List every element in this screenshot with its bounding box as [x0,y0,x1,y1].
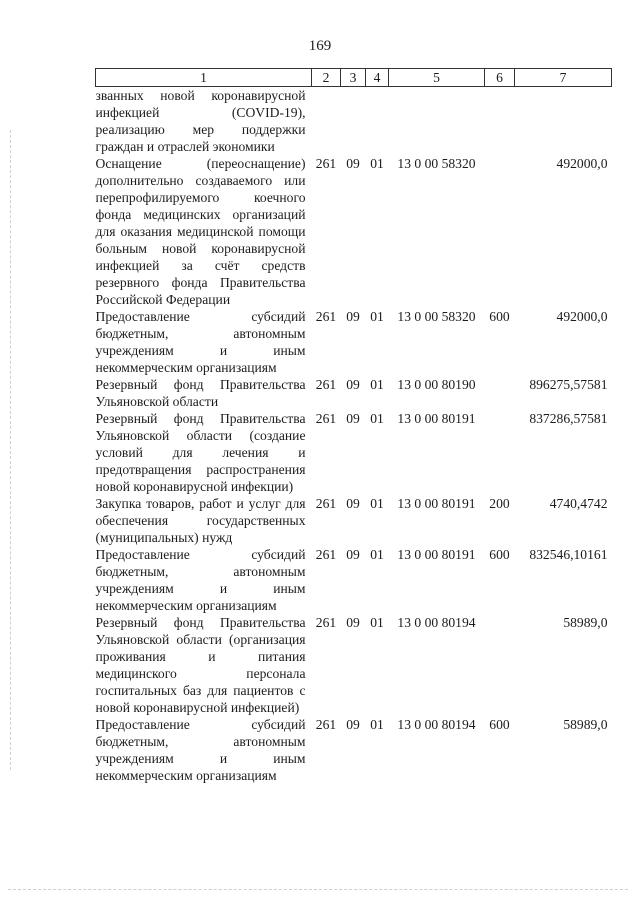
row-ministry-code: 261 [315,377,337,392]
row-ministry-code: 261 [315,411,337,426]
row-expense-type: 600 [489,717,510,732]
header-row [96,69,612,87]
header-col-2: 2 [312,69,341,87]
row-expense-type [485,614,515,716]
row-amount: 492000,0 [556,309,608,324]
row-name: Предоставление субсидий бюджетным, автономным учреждениям и иным некоммерческим организациям [95,547,306,613]
row-name: Резервный фонд Правительства Ульяновской области [95,377,306,409]
row-subsection-code: 01 [370,156,384,171]
row-name: Предоставление субсидий бюджетным, автономным учреждениям и иным некоммерческим организациям [95,717,306,783]
table-row [96,614,612,716]
row-section-code: 09 [346,496,360,511]
header-col-1: 1 [96,69,312,87]
row-subsection-code: 01 [370,615,384,630]
row-subsection-code: 01 [370,411,384,426]
row-section-code [341,87,366,156]
row-name: Резервный фонд Правительства Ульяновской области (организация проживания и питания медицинского персонала госпитальных баз для пациентов с новой коронавирусной инфекцией) [95,615,306,715]
row-target-article: 13 0 00 80191 [397,547,476,562]
budget-table [95,68,612,784]
table-row [96,87,612,156]
row-ministry-code: 261 [315,615,337,630]
row-expense-type: 600 [489,309,510,324]
row-subsection-code [366,87,389,156]
row-expense-type [485,410,515,495]
row-section-code: 09 [346,377,360,392]
row-amount: 4740,4742 [549,496,608,511]
row-expense-type [485,87,515,156]
row-ministry-code: 261 [315,156,337,171]
row-section-code: 09 [346,547,360,562]
row-target-article: 13 0 00 80191 [397,496,476,511]
row-subsection-code: 01 [370,309,384,324]
row-amount [515,87,612,156]
row-ministry-code: 261 [315,309,337,324]
row-section-code: 09 [346,309,360,324]
row-subsection-code: 01 [370,547,384,562]
row-name: Закупка товаров, работ и услуг для обеспечения государственных (муниципальных) нужд [95,496,306,545]
row-target-article: 13 0 00 58320 [397,309,476,324]
row-target-article: 13 0 00 80190 [397,377,476,392]
row-target-article: 13 0 00 80194 [397,717,476,732]
row-amount: 837286,57581 [529,411,608,426]
row-target-article: 13 0 00 58320 [397,156,476,171]
row-section-code: 09 [346,717,360,732]
row-name: Оснащение (переоснащение) дополнительно создаваемого или перепрофилируемого коечного фонда медицинских организаций для оказания медицинской помощи больным новой коронавирусной инфекцией за счёт средств резервного фонда Правительства Российской Федерации [95,156,306,307]
row-amount: 492000,0 [556,156,608,171]
row-ministry-code: 261 [315,717,337,732]
header-col-4: 4 [366,69,389,87]
table-row [96,155,612,308]
row-subsection-code: 01 [370,496,384,511]
row-section-code: 09 [346,615,360,630]
table-row [96,376,612,410]
row-amount: 832546,10161 [529,547,608,562]
scan-edge-bottom [8,889,628,891]
row-amount: 58989,0 [563,717,608,732]
table-header [96,69,612,87]
table-row [96,308,612,376]
row-target-article: 13 0 00 80194 [397,615,476,630]
header-col-7: 7 [515,69,612,87]
header-col-3: 3 [341,69,366,87]
row-section-code: 09 [346,411,360,426]
row-amount: 58989,0 [563,615,608,630]
row-expense-type [485,155,515,308]
header-col-6: 6 [485,69,515,87]
table-row [96,546,612,614]
row-target-article [389,87,485,156]
page-number: 169 [308,38,332,54]
row-subsection-code: 01 [370,377,384,392]
row-ministry-code [312,87,341,156]
scan-edge-left [10,130,12,770]
row-expense-type: 200 [489,496,510,511]
header-col-5: 5 [389,69,485,87]
row-name: Предоставление субсидий бюджетным, автономным учреждениям и иным некоммерческим организациям [95,309,306,375]
row-target-article: 13 0 00 80191 [397,411,476,426]
row-amount: 896275,57581 [529,377,608,392]
table-row [96,716,612,784]
row-ministry-code: 261 [315,547,337,562]
row-name: званных новой коронавирусной инфекцией (COVID-19), реализацию мер поддержки граждан и отраслей экономики [95,88,306,154]
table-body [96,87,612,785]
table-row [96,410,612,495]
row-name: Резервный фонд Правительства Ульяновской области (создание условий для лечения и предотвращения распространения новой коронавирусной инфекции) [95,411,306,494]
row-expense-type [485,376,515,410]
table-row [96,495,612,546]
row-section-code: 09 [346,156,360,171]
row-subsection-code: 01 [370,717,384,732]
row-expense-type: 600 [489,547,510,562]
row-ministry-code: 261 [315,496,337,511]
